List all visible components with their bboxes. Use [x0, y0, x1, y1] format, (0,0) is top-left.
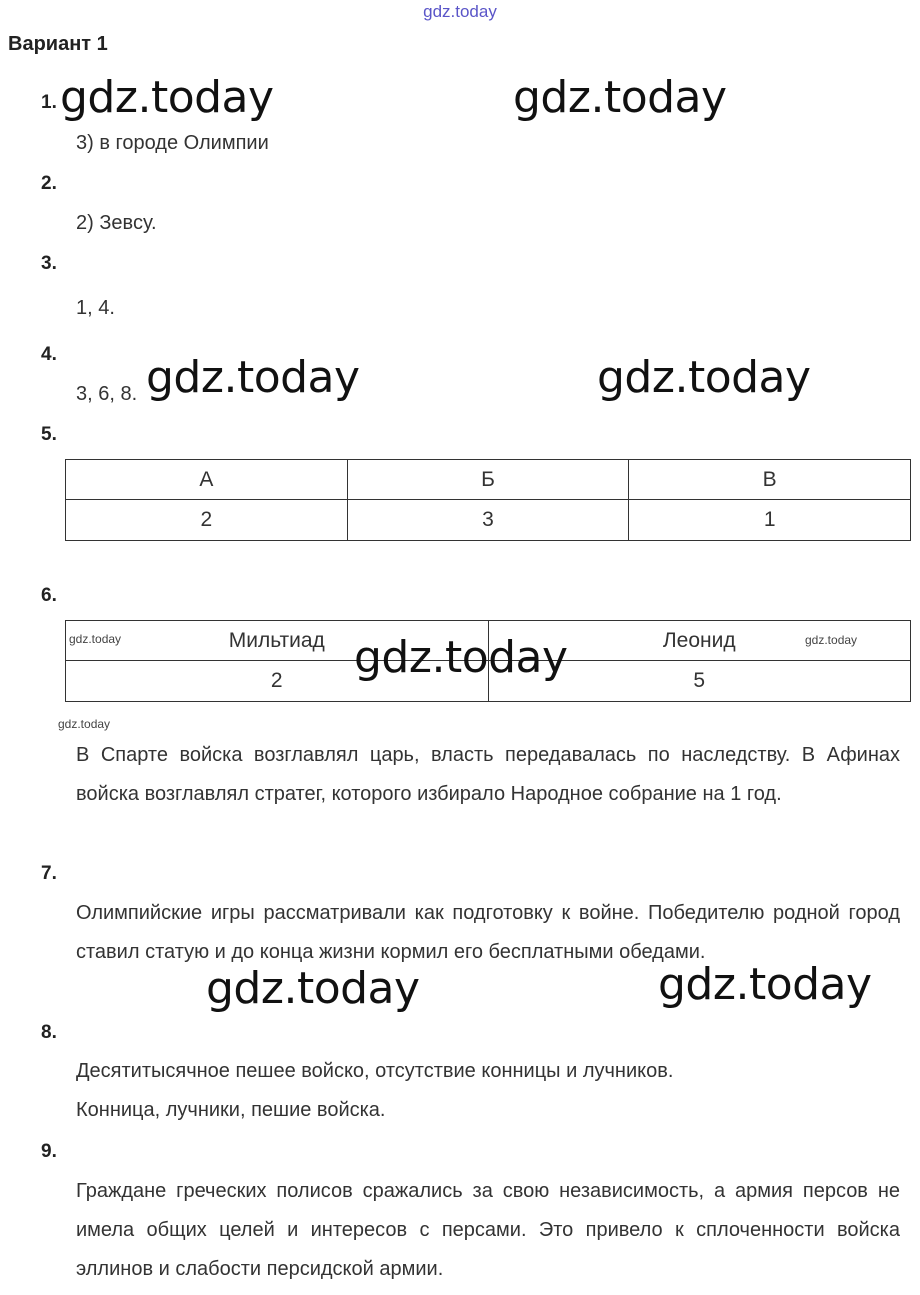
- question-7-number: 7.: [41, 863, 57, 884]
- question-7-text: Олимпийские игры рассматривали как подготовку к войне. Победителю родной город ставил статую и до конца жизни кормил его бесплатными обедами.: [76, 902, 900, 963]
- watermark-large: gdz.today: [60, 72, 274, 123]
- table-value-cell: 2: [66, 500, 348, 541]
- table-value-cell: 3: [347, 500, 629, 541]
- table-header-cell: Б: [347, 460, 629, 500]
- question-5-number: 5.: [41, 424, 57, 445]
- watermark-small: gdz.today: [805, 633, 858, 647]
- question-8-number: 8.: [41, 1022, 57, 1043]
- watermark-large: gdz.today: [146, 352, 360, 403]
- question-4-answer: 3, 6, 8.: [76, 383, 138, 405]
- question-2-number: 2.: [41, 173, 57, 194]
- table-header-cell: А: [66, 460, 348, 500]
- question-3-answer: 1, 4.: [76, 297, 115, 319]
- question-5-table: [65, 459, 911, 541]
- page-title: Вариант 1: [8, 33, 108, 55]
- question-1-answer: 3) в городе Олимпии: [76, 132, 269, 154]
- watermark-large: gdz.today: [354, 632, 568, 683]
- watermark-small: gdz.today: [58, 717, 111, 731]
- watermark-large: gdz.today: [658, 959, 872, 1010]
- question-8-line-1: Десятитысячное пешее войско, отсутствие конницы и лучников.: [76, 1060, 674, 1082]
- top-watermark: gdz.today: [423, 2, 497, 21]
- watermark-large: gdz.today: [513, 72, 727, 123]
- question-6-number: 6.: [41, 585, 57, 606]
- table-header-cell: В: [629, 460, 911, 500]
- watermark-large: gdz.today: [206, 963, 420, 1014]
- question-1-number: 1.: [41, 92, 57, 113]
- question-8-line-2: Конница, лучники, пешие войска.: [76, 1099, 386, 1121]
- question-3-number: 3.: [41, 253, 57, 274]
- watermark-small: gdz.today: [69, 632, 122, 646]
- table-header-cell: Леонид: [488, 621, 911, 661]
- question-2-answer: 2) Зевсу.: [76, 212, 157, 234]
- table-value-cell: 2: [66, 661, 489, 702]
- table-header-cell: Мильтиад: [66, 621, 489, 661]
- table-value-cell: 5: [488, 661, 911, 702]
- watermark-large: gdz.today: [597, 352, 811, 403]
- question-9-text: Граждане греческих полисов сражались за свою независимость, а армия персов не имела общих целей и интересов с персами. Это привело к сплоченности войска эллинов и слабости персидской армии.: [76, 1180, 900, 1280]
- table-value-cell: 1: [629, 500, 911, 541]
- question-6-text: В Спарте войска возглавлял царь, власть передавалась по наследству. В Афинах войска возглавлял стратег, которого избирало Народное собрание на 1 год.: [76, 744, 900, 805]
- question-9-number: 9.: [41, 1141, 57, 1162]
- question-4-number: 4.: [41, 344, 57, 365]
